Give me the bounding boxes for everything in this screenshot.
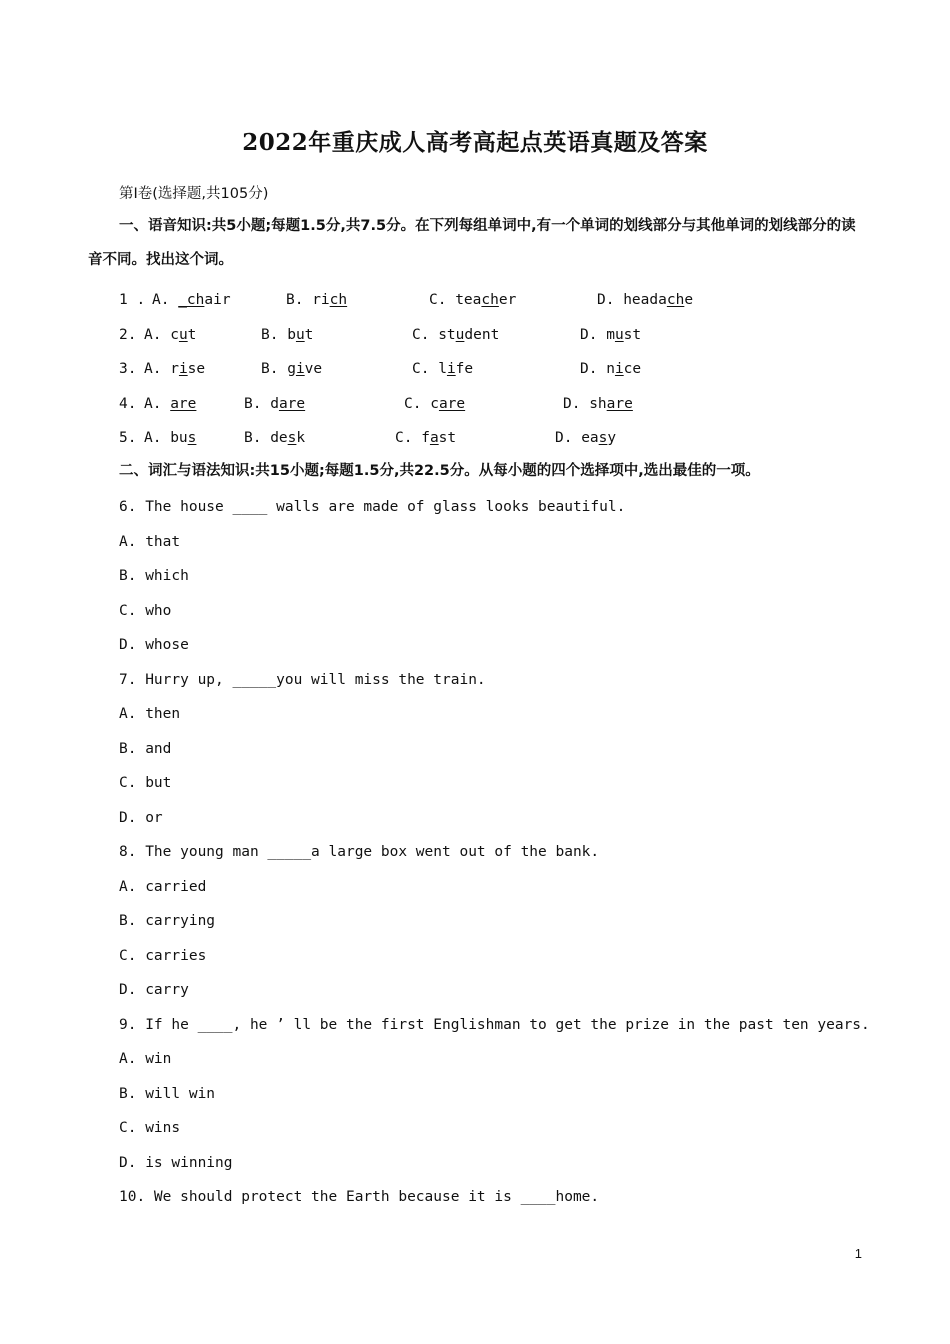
option-d[interactable]: D. headache [597, 292, 694, 308]
answer-option[interactable]: B. will win [119, 1086, 216, 1102]
answer-option[interactable]: C. who [119, 603, 172, 619]
answer-option[interactable]: C. carries [119, 948, 207, 964]
answer-option[interactable]: D. is winning [119, 1155, 233, 1171]
question-stem: 9. If he ____, he ’ ll be the first Englishman to get the prize in the past ten years. [119, 1017, 870, 1033]
option-a[interactable]: A. bus [144, 430, 197, 446]
answer-option[interactable]: D. or [119, 810, 163, 826]
answer-option[interactable]: B. and [119, 741, 172, 757]
page-title: 2022年重庆成人高考高起点英语真题及答案 [242, 129, 708, 156]
option-d[interactable]: D. must [580, 327, 642, 343]
option-a[interactable]: A. rise [144, 361, 206, 377]
question-number: 5. [119, 430, 137, 446]
option-a[interactable]: A. are [144, 396, 197, 412]
part-heading: 第Ⅰ卷(选择题,共105分) [119, 186, 269, 202]
answer-option[interactable]: A. that [119, 534, 181, 550]
option-a[interactable]: A. cut [144, 327, 197, 343]
option-c[interactable]: C. teacher [429, 292, 517, 308]
option-c[interactable]: C. care [404, 396, 466, 412]
option-b[interactable]: B. dare [244, 396, 306, 412]
answer-option[interactable]: B. carrying [119, 913, 216, 929]
section2-heading: 二、词汇与语法知识:共15小题;每题1.5分,共22.5分。从每小题的四个选择项中,选出最佳的一项。 [119, 463, 760, 479]
option-c[interactable]: C. life [412, 361, 474, 377]
option-d[interactable]: D. nice [580, 361, 642, 377]
answer-option[interactable]: A. carried [119, 879, 207, 895]
answer-option[interactable]: D. carry [119, 982, 189, 998]
question-number: 2. [119, 327, 137, 343]
question-stem: 10. We should protect the Earth because it is ____home. [119, 1189, 600, 1205]
page-number: 1 [854, 1246, 862, 1261]
option-d[interactable]: D. easy [555, 430, 617, 446]
option-b[interactable]: B. desk [244, 430, 306, 446]
option-d[interactable]: D. share [563, 396, 633, 412]
option-c[interactable]: C. student [412, 327, 500, 343]
question-stem: 6. The house ____ walls are made of glass looks beautiful. [119, 499, 626, 515]
option-b[interactable]: B. but [261, 327, 314, 343]
answer-option[interactable]: A. win [119, 1051, 172, 1067]
option-b[interactable]: B. give [261, 361, 323, 377]
question-number: 4. [119, 396, 137, 412]
question-number: 3. [119, 361, 137, 377]
option-a[interactable]: A. _chair [152, 292, 231, 308]
question-stem: 7. Hurry up, _____you will miss the train. [119, 672, 486, 688]
option-b[interactable]: B. rich [286, 292, 348, 308]
answer-option[interactable]: A. then [119, 706, 181, 722]
option-c[interactable]: C. fast [395, 430, 457, 446]
question-stem: 8. The young man _____a large box went out of the bank. [119, 844, 600, 860]
section1-heading: 一、语音知识:共5小题;每题1.5分,共7.5分。在下列每组单词中,有一个单词的划线部分与其他单词的划线部分的读音不同。找出这个词。 [88, 218, 856, 268]
question-number: 1 . [119, 292, 146, 308]
answer-option[interactable]: B. which [119, 568, 189, 584]
answer-option[interactable]: C. wins [119, 1120, 181, 1136]
answer-option[interactable]: D. whose [119, 637, 189, 653]
answer-option[interactable]: C. but [119, 775, 172, 791]
